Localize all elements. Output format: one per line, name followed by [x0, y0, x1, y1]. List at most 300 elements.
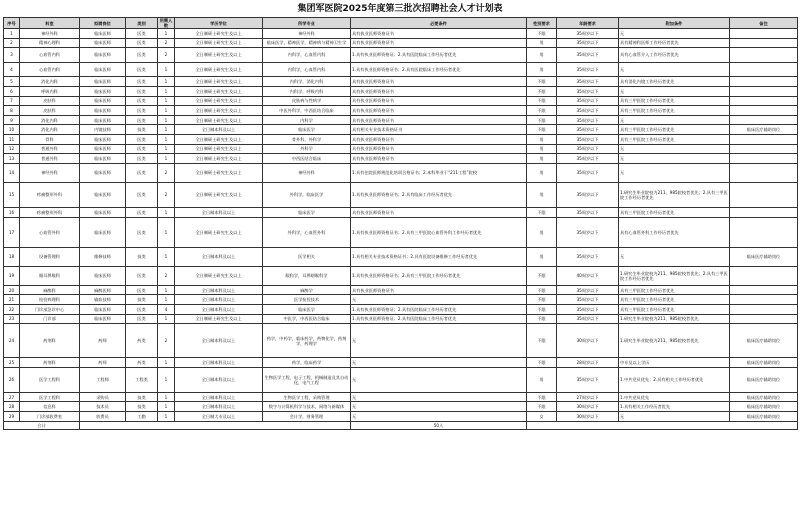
cell-age: 35周岁以下 — [557, 48, 619, 63]
cell-req: 具有相关专业技术资格证书 — [351, 125, 527, 135]
cell-no: 24 — [4, 324, 20, 358]
table-row — [4, 367, 798, 392]
cell-num: 1 — [158, 247, 175, 266]
cell-num: 1 — [158, 412, 175, 422]
cell-age: 35周岁以下 — [557, 305, 619, 315]
cell-sex: 不限 — [527, 96, 557, 106]
cell-sex: 男 — [527, 367, 557, 392]
cell-major: 中医外科学，中西医结合临床 — [263, 106, 351, 116]
cell-edu: 全日制硕士研究生及以上 — [175, 314, 263, 324]
cell-major: 内科学，消化内科 — [263, 77, 351, 87]
cell-no: 27 — [4, 392, 20, 402]
table-row — [4, 115, 798, 125]
cell-age: 35周岁以下 — [557, 125, 619, 135]
cell-cat: 医类 — [126, 96, 158, 106]
cell-post: 药师 — [80, 324, 126, 358]
cell-note — [730, 295, 798, 305]
cell-req: 1.具有执业医师资格证书；2.具有医院临床工作经历者优先 — [351, 62, 527, 77]
cell-cat: 医类 — [126, 144, 158, 154]
cell-no: 2 — [4, 38, 20, 48]
cell-edu: 全日制本科及以上 — [175, 392, 263, 402]
cell-note — [730, 62, 798, 77]
cell-dept: 精神心理科 — [20, 38, 80, 48]
cell-dept: 医学工程科 — [20, 367, 80, 392]
cell-extra: 无 — [619, 115, 730, 125]
cell-sex: 不限 — [527, 305, 557, 315]
cell-dept: 心血管内科 — [20, 48, 80, 63]
cell-req: 具有执业医师资格证书 — [351, 38, 527, 48]
table-row — [4, 358, 798, 368]
cell-note: 临床医疗辅助岗位 — [730, 358, 798, 368]
cell-age: 35周岁以下 — [557, 96, 619, 106]
cell-extra: 具有三甲医院工作经历者优先 — [619, 134, 730, 144]
cell-cat: 技类 — [126, 392, 158, 402]
cell-extra: 具有三甲医院工作经历者优先 — [619, 207, 730, 217]
cell-extra: 无 — [619, 62, 730, 77]
cell-sex: 男 — [527, 48, 557, 63]
cell-cat: 医类 — [126, 314, 158, 324]
cell-num: 1 — [158, 29, 175, 39]
cell-edu: 全日制本科及以上 — [175, 324, 263, 358]
cell-sex: 不限 — [527, 314, 557, 324]
cell-num: 1 — [158, 134, 175, 144]
header-sex: 性别要求 — [527, 18, 557, 29]
cell-sex: 不限 — [527, 77, 557, 87]
cell-dept: 信息科 — [20, 402, 80, 412]
cell-no: 9 — [4, 115, 20, 125]
cell-age: 35周岁以下 — [557, 38, 619, 48]
cell-req: 1.具有执业医师资格证；2.具有医院临床工作经历者优先 — [351, 314, 527, 324]
cell-major: 眼科学，耳鼻咽喉科学 — [263, 266, 351, 285]
cell-req: 具有执业医师资格证书 — [351, 144, 527, 154]
cell-extra: 1.中共党员优先；2.具有相关工作经历者优先 — [619, 367, 730, 392]
cell-sex: 男 — [527, 154, 557, 164]
cell-edu: 全日制硕士研究生及以上 — [175, 62, 263, 77]
cell-age: 35周岁以下 — [557, 367, 619, 392]
header-extra: 附加条件 — [619, 18, 730, 29]
cell-num: 1 — [158, 106, 175, 116]
cell-major: 麻醉学 — [263, 285, 351, 295]
cell-note — [730, 163, 798, 182]
cell-post: 工程师 — [80, 367, 126, 392]
cell-edu: 全日制本科及以上 — [175, 295, 263, 305]
cell-no: 8 — [4, 106, 20, 116]
cell-cat: 工勤 — [126, 412, 158, 422]
cell-extra: 具有三甲医院工作经历者优先 — [619, 96, 730, 106]
cell-age: 30周岁以下 — [557, 402, 619, 412]
cell-num: 1 — [158, 125, 175, 135]
cell-age: 35周岁以下 — [557, 106, 619, 116]
cell-req: 具有执业医师资格证书 — [351, 86, 527, 96]
cell-post: 临床医师 — [80, 115, 126, 125]
cell-sex: 男 — [527, 134, 557, 144]
cell-dept: 消化内科 — [20, 125, 80, 135]
cell-dept: 检验病理科 — [20, 295, 80, 305]
cell-age: 35周岁以下 — [557, 86, 619, 96]
cell-cat: 药类 — [126, 358, 158, 368]
cell-post: 临床医师 — [80, 48, 126, 63]
cell-num: 1 — [158, 402, 175, 412]
total-value: 50人 — [351, 421, 527, 429]
cell-major: 中医学，中西医结合临床 — [263, 314, 351, 324]
cell-note: 临床医疗辅助岗位 — [730, 367, 798, 392]
cell-extra: 无 — [619, 86, 730, 96]
cell-extra: 1.研究生毕业院校为211、985院校者优先 — [619, 314, 730, 324]
cell-major: 外科学，临床医学 — [263, 182, 351, 207]
cell-no: 19 — [4, 266, 20, 285]
cell-num: 1 — [158, 285, 175, 295]
cell-post: 临床医师 — [80, 163, 126, 182]
cell-dept: 医学工程科 — [20, 392, 80, 402]
cell-edu: 全日制硕士研究生及以上 — [175, 96, 263, 106]
cell-dept: 神经外科 — [20, 29, 80, 39]
cell-extra: 具有心血管介入工作经历者优先 — [619, 48, 730, 63]
cell-sex: 不限 — [527, 324, 557, 358]
cell-sex: 不限 — [527, 125, 557, 135]
cell-major: 医学相关 — [263, 247, 351, 266]
table-row — [4, 62, 798, 77]
cell-req: 具有执业医师资格证书 — [351, 285, 527, 295]
cell-post: 临床医师 — [80, 182, 126, 207]
cell-extra: 1.具有相关工作经历者优先 — [619, 402, 730, 412]
cell-edu: 全日制本科及以上 — [175, 367, 263, 392]
cell-age: 35周岁以下 — [557, 314, 619, 324]
cell-age: 35周岁以下 — [557, 144, 619, 154]
cell-note — [730, 314, 798, 324]
cell-extra: 无 — [619, 29, 730, 39]
cell-no: 3 — [4, 48, 20, 63]
cell-major: 神经外科 — [263, 29, 351, 39]
cell-cat: 医类 — [126, 285, 158, 295]
cell-num: 1 — [158, 62, 175, 77]
cell-note — [730, 207, 798, 217]
table-row — [4, 247, 798, 266]
cell-req: 具有执业医师资格证书 — [351, 77, 527, 87]
cell-sex: 男 — [527, 247, 557, 266]
cell-age: 30周岁以下 — [557, 412, 619, 422]
cell-extra: 中专及以上学历 — [619, 358, 730, 368]
cell-dept: 心血管内科 — [20, 62, 80, 77]
cell-major: 临床医学 — [263, 305, 351, 315]
cell-cat: 医类 — [126, 86, 158, 96]
cell-note: 临床医疗辅助岗位 — [730, 247, 798, 266]
table-row — [4, 217, 798, 247]
cell-req: 具有执业医师资格证书 — [351, 106, 527, 116]
cell-dept: 药剂科 — [20, 324, 80, 358]
page-title: 集团军医院2025年度第三批次招聘社会人才计划表 — [297, 4, 503, 14]
cell-req: 1.具有执业医师资格证书；2.具有三甲医院心血管外科工作经历者优先 — [351, 217, 527, 247]
cell-note — [730, 38, 798, 48]
cell-sex: 女 — [527, 412, 557, 422]
cell-num: 2 — [158, 38, 175, 48]
cell-num: 1 — [158, 86, 175, 96]
cell-cat: 医类 — [126, 154, 158, 164]
cell-major: 药学，临床药学 — [263, 358, 351, 368]
cell-note — [730, 266, 798, 285]
header-edu: 学历学位 — [175, 18, 263, 29]
header-num: 所需人数 — [158, 18, 175, 29]
recruitment-plan-page — [0, 3, 800, 519]
cell-num: 1 — [158, 77, 175, 87]
cell-no: 29 — [4, 412, 20, 422]
cell-post: 采购员 — [80, 392, 126, 402]
cell-major: 神经外科 — [263, 163, 351, 182]
cell-sex: 不限 — [527, 266, 557, 285]
table-row — [4, 266, 798, 285]
cell-extra: 1.研究生毕业院校为211、985院校者优先；2.具有三甲医院工作经历者优先 — [619, 182, 730, 207]
table-row — [4, 125, 798, 135]
cell-req: 1.具有住院医师规范化培训合格证书；2.本科毕业于“211工程”院校 — [351, 163, 527, 182]
cell-post: 临床医师 — [80, 77, 126, 87]
cell-edu: 全日制硕士研究生及以上 — [175, 266, 263, 285]
cell-sex: 男 — [527, 38, 557, 48]
cell-dept: 设备管理科 — [20, 247, 80, 266]
cell-num: 1 — [158, 358, 175, 368]
header-post: 拟聘岗位 — [80, 18, 126, 29]
cell-edu: 全日制本科及以上 — [175, 125, 263, 135]
cell-num: 2 — [158, 182, 175, 207]
cell-dept: 骨科 — [20, 134, 80, 144]
cell-major: 生物医学工程，电子工程，机械制造及其自动化，电气工程 — [263, 367, 351, 392]
cell-req: 1.具有执业医师资格证；2.具有医院临床工作经历者优先 — [351, 305, 527, 315]
cell-major: 外科学，心血管外科 — [263, 217, 351, 247]
cell-major: 医学检验技术 — [263, 295, 351, 305]
cell-cat: 工程类 — [126, 367, 158, 392]
cell-no: 25 — [4, 358, 20, 368]
table-row — [4, 154, 798, 164]
cell-num: 1 — [158, 96, 175, 106]
cell-note — [730, 217, 798, 247]
table-row — [4, 86, 798, 96]
cell-num: 1 — [158, 314, 175, 324]
header-req: 必要条件 — [351, 18, 527, 29]
table-row — [4, 207, 798, 217]
table-body — [4, 29, 798, 430]
cell-no: 12 — [4, 144, 20, 154]
cell-edu: 全日制硕士研究生及以上 — [175, 163, 263, 182]
cell-note — [730, 77, 798, 87]
cell-major: 中西医结合临床 — [263, 154, 351, 164]
cell-cat: 医类 — [126, 48, 158, 63]
cell-sex: 不限 — [527, 402, 557, 412]
cell-age: 35周岁以下 — [557, 134, 619, 144]
cell-dept: 门诊部急诊中心 — [20, 305, 80, 315]
cell-edu: 全日制硕士研究生及以上 — [175, 38, 263, 48]
cell-note — [730, 144, 798, 154]
cell-dept: 疼痛整形外科 — [20, 182, 80, 207]
cell-cat: 医类 — [126, 305, 158, 315]
cell-age: 35周岁以下 — [557, 154, 619, 164]
cell-cat: 医类 — [126, 29, 158, 39]
cell-cat: 医类 — [126, 134, 158, 144]
table-row — [4, 412, 798, 422]
cell-note — [730, 182, 798, 207]
cell-age: 35周岁以下 — [557, 163, 619, 182]
cell-post: 临床医师 — [80, 86, 126, 96]
cell-post: 临床医师 — [80, 217, 126, 247]
cell-extra: 无 — [619, 247, 730, 266]
cell-post: 收费员 — [80, 412, 126, 422]
cell-note: 临床医疗辅助岗位 — [730, 392, 798, 402]
cell-major: 药学，中药学，临床药学，药物化学，药剂学，药理学 — [263, 324, 351, 358]
cell-post: 麻醉医师 — [80, 285, 126, 295]
cell-no: 26 — [4, 367, 20, 392]
cell-cat: 医类 — [126, 266, 158, 285]
cell-dept: 普通外科 — [20, 154, 80, 164]
cell-cat: 医类 — [126, 182, 158, 207]
cell-major: 数字与计算机科学与技术，网络与新媒体 — [263, 402, 351, 412]
cell-edu: 全日制硕士研究生及以上 — [175, 134, 263, 144]
cell-cat: 技类 — [126, 125, 158, 135]
cell-req: 无 — [351, 367, 527, 392]
cell-age: 35周岁以下 — [557, 207, 619, 217]
cell-num: 1 — [158, 154, 175, 164]
total-row — [4, 421, 798, 429]
table-row — [4, 38, 798, 48]
cell-edu: 全日制硕士研究生及以上 — [175, 217, 263, 247]
cell-major: 临床医学 — [263, 207, 351, 217]
table-row — [4, 77, 798, 87]
cell-num: 2 — [158, 324, 175, 358]
cell-sex: 不限 — [527, 358, 557, 368]
cell-dept: 神经外科 — [20, 163, 80, 182]
cell-sex: 不限 — [527, 106, 557, 116]
table-row — [4, 285, 798, 295]
cell-major: 临床医学，精神医学，精神病与精神卫生学 — [263, 38, 351, 48]
cell-note: 临床医疗辅助岗位 — [730, 125, 798, 135]
cell-dept: 普通外科 — [20, 144, 80, 154]
cell-edu: 全日制硕士研究生及以上 — [175, 29, 263, 39]
cell-req: 1.具有相关专业技术资格证书；2.具有医院设备维修工作经历者优先 — [351, 247, 527, 266]
cell-age: 35周岁以下 — [557, 247, 619, 266]
cell-no: 5 — [4, 77, 20, 87]
cell-extra: 具有三甲医院工作经历者优先 — [619, 125, 730, 135]
cell-extra: 具有三甲医院工作经历者优先 — [619, 295, 730, 305]
cell-note — [730, 305, 798, 315]
cell-no: 11 — [4, 134, 20, 144]
cell-num: 1 — [158, 392, 175, 402]
cell-major: 生物医学工程，采购管理 — [263, 392, 351, 402]
header-cat: 类别 — [126, 18, 158, 29]
cell-sex: 男 — [527, 62, 557, 77]
cell-age: 30周岁以下 — [557, 324, 619, 358]
cell-note — [730, 115, 798, 125]
cell-extra: 具有三甲医院工作经历者优先 — [619, 285, 730, 295]
cell-sex: 不限 — [527, 86, 557, 96]
cell-post: 临床医师 — [80, 38, 126, 48]
table-row — [4, 48, 798, 63]
cell-dept: 麻醉科 — [20, 285, 80, 295]
cell-post: 临床医师 — [80, 62, 126, 77]
cell-no: 20 — [4, 285, 20, 295]
cell-edu: 全日制硕士研究生及以上 — [175, 144, 263, 154]
cell-no: 15 — [4, 182, 20, 207]
cell-dept: 门诊部 — [20, 314, 80, 324]
cell-note — [730, 96, 798, 106]
cell-no: 23 — [4, 314, 20, 324]
cell-age: 35周岁以下 — [557, 295, 619, 305]
cell-dept: 皮肤科 — [20, 106, 80, 116]
cell-major: 骨外科，外科学 — [263, 134, 351, 144]
cell-major: 皮肤病与性病学 — [263, 96, 351, 106]
cell-major: 外科学 — [263, 144, 351, 154]
cell-extra: 无 — [619, 163, 730, 182]
cell-age: 27周岁以下 — [557, 392, 619, 402]
cell-cat: 医类 — [126, 77, 158, 87]
cell-note — [730, 285, 798, 295]
cell-num: 1 — [158, 207, 175, 217]
cell-age: 35周岁以下 — [557, 115, 619, 125]
table-row — [4, 106, 798, 116]
cell-note — [730, 48, 798, 63]
cell-post: 临床医师 — [80, 134, 126, 144]
cell-post: 维修技师 — [80, 247, 126, 266]
cell-edu: 全日制本科及以上 — [175, 247, 263, 266]
cell-req: 具有执业医师资格证书 — [351, 96, 527, 106]
cell-req: 1.具有执业医师资格证书；2.具有三甲医院工作经历者优先 — [351, 266, 527, 285]
recruitment-table — [3, 17, 798, 430]
cell-no: 28 — [4, 402, 20, 412]
cell-edu: 全日制大专及以上 — [175, 412, 263, 422]
cell-sex: 不限 — [527, 207, 557, 217]
cell-dept: 消化内科 — [20, 77, 80, 87]
cell-note: 临床医疗辅助岗位 — [730, 324, 798, 358]
cell-note — [730, 134, 798, 144]
cell-num: 4 — [158, 305, 175, 315]
cell-dept: 药剂科 — [20, 358, 80, 368]
table-row — [4, 305, 798, 315]
table-row — [4, 402, 798, 412]
cell-req: 无 — [351, 392, 527, 402]
cell-req: 具有执业医师资格证书 — [351, 154, 527, 164]
cell-post: 临床医师 — [80, 266, 126, 285]
cell-post: 输血技师 — [80, 295, 126, 305]
cell-age: 40周岁以下 — [557, 266, 619, 285]
cell-edu: 全日制硕士研究生及以上 — [175, 86, 263, 96]
table-row — [4, 134, 798, 144]
table-row — [4, 295, 798, 305]
cell-major: 内科学 — [263, 115, 351, 125]
cell-edu: 全日制硕士研究生及以上 — [175, 106, 263, 116]
cell-req: 无 — [351, 402, 527, 412]
cell-major: 内科学，心血管内科 — [263, 62, 351, 77]
cell-sex: 男 — [527, 217, 557, 247]
cell-post: 临床医师 — [80, 305, 126, 315]
cell-edu: 全日制硕士研究生及以上 — [175, 154, 263, 164]
cell-num: 2 — [158, 266, 175, 285]
cell-edu: 全日制本科及以上 — [175, 305, 263, 315]
cell-post: 临床医师 — [80, 96, 126, 106]
cell-num: 1 — [158, 367, 175, 392]
cell-no: 13 — [4, 154, 20, 164]
cell-post: 临床医师 — [80, 314, 126, 324]
cell-extra: 具有三甲医院工作经历者优先 — [619, 305, 730, 315]
cell-num: 2 — [158, 163, 175, 182]
cell-extra: 具有精神科医师工作经历者优先 — [619, 38, 730, 48]
table-header-row — [4, 18, 798, 29]
cell-edu: 全日制硕士研究生及以上 — [175, 48, 263, 63]
cell-extra: 1.研究生毕业院校为211、985院校者优先；2.具有三甲医院工作经历者优先 — [619, 266, 730, 285]
cell-edu: 全日制硕士研究生及以上 — [175, 115, 263, 125]
cell-edu: 全日制本科及以上 — [175, 402, 263, 412]
cell-extra: 1.中共党员优先 — [619, 392, 730, 402]
cell-major: 内科学，呼吸内科 — [263, 86, 351, 96]
cell-no: 7 — [4, 96, 20, 106]
header-note: 备注 — [730, 18, 798, 29]
table-row — [4, 314, 798, 324]
cell-req: 具有执业医师资格证书 — [351, 207, 527, 217]
cell-cat: 医类 — [126, 207, 158, 217]
